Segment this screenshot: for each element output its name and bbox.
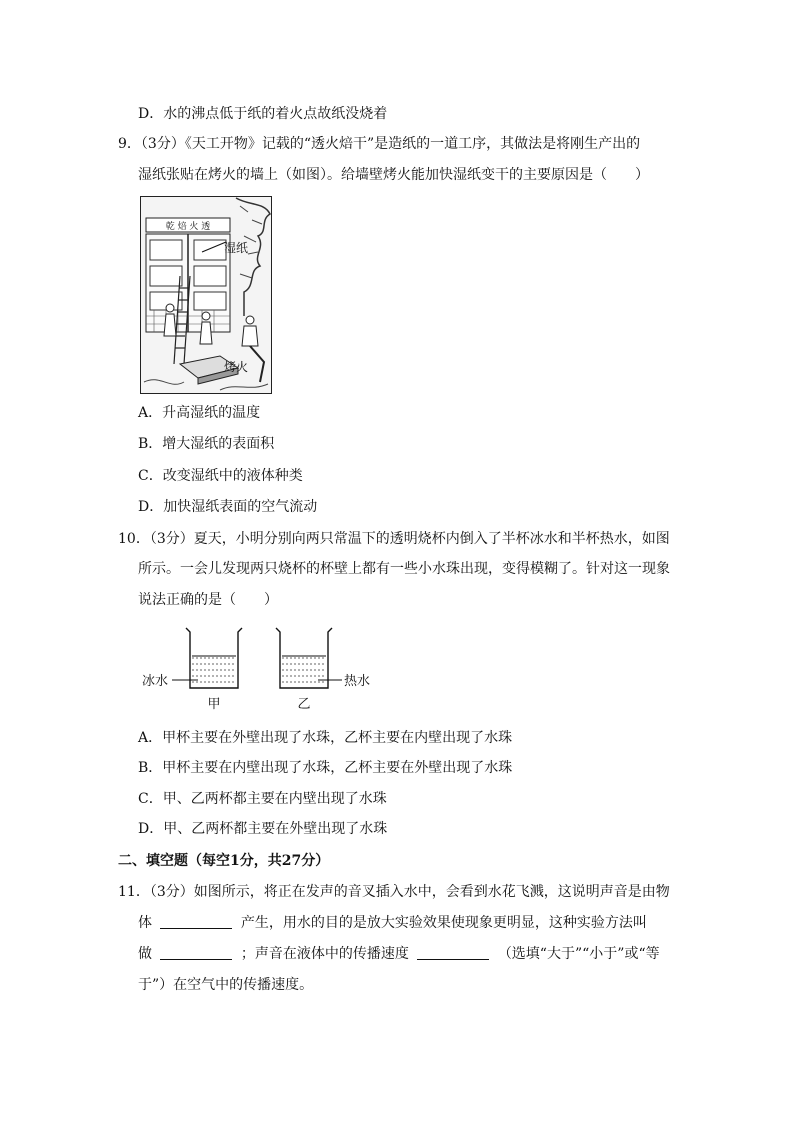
q11-blank-2[interactable] [160,945,232,960]
label-ice-water: 冰水 [142,674,169,689]
q11-stem-line4: 于”）在空气中的传播速度。 [138,977,314,993]
q11-text-b: 产生，用水的目的是放大实验效果使现象更明显，这种实验方法叫 [240,915,647,931]
q9-option-a: A．升高湿纸的温度 [138,405,261,421]
q10-stem-line3: 说法正确的是（ ） [138,592,278,608]
beakers-diagram [138,624,378,714]
q11-stem-line1: 11．（3分）如图所示，将正在发声的音叉插入水中，会看到水花飞溅，这说明声音是由物 [118,884,670,900]
q8-option-d: D．水的沸点低于纸的着火点故纸没烧着 [138,106,388,122]
q11-text-e: （选填“大于”“小于”或“等 [497,946,660,962]
label-jia: 甲 [207,697,221,712]
label-yi: 乙 [297,697,311,712]
q10-option-b: B．甲杯主要在内壁出现了水珠，乙杯主要在外壁出现了水珠 [138,760,513,776]
section-fill-in-title: 二、填空题（每空1分，共27分） [118,853,330,869]
q9-stem-line2: 湿纸张贴在烤火的墙上（如图）。给墙壁烤火能加快湿纸变干的主要原因是（ ） [138,167,649,183]
q9-option-b: B．增大湿纸的表面积 [138,436,275,452]
q9-option-d: D．加快湿纸表面的空气流动 [138,499,318,515]
q10-option-d: D．甲、乙两杯都主要在外壁出现了水珠 [138,821,388,837]
q9-stem-line1: 9．（3分）《天工开物》记载的“透火焙干”是造纸的一道工序，其做法是将刚生产出的 [118,136,641,152]
figure-title: 乾 焙 火 透 [165,222,211,232]
q11-text-c: 做 [138,946,152,962]
label-wet-paper: 湿纸 [224,241,249,255]
q10-option-c: C．甲、乙两杯都主要在内壁出现了水珠 [138,791,387,807]
q11-stem-line3 [138,944,660,964]
q10-option-a: A．甲杯主要在外壁出现了水珠，乙杯主要在内壁出现了水珠 [138,730,513,746]
q11-blank-3[interactable] [417,945,489,960]
q10-figure-beakers [138,624,378,714]
q11-text-a: 体 [138,915,152,931]
q10-stem-line2: 所示。一会儿发现两只烧杯的杯壁上都有一些小水珠出现，变得模糊了。针对这一现象 [138,561,670,577]
q9-option-c: C．改变湿纸中的液体种类 [138,468,303,484]
papermaking-illustration [140,196,272,394]
label-hot-water: 热水 [344,674,371,689]
q11-stem-line2 [138,913,647,933]
q10-stem-line1: 10．（3分）夏天，小明分别向两只常温下的透明烧杯内倒入了半杯冰水和半杯热水，如图 [118,531,670,547]
label-fire: 烤火 [224,360,249,374]
q9-figure-papermaking [140,196,272,394]
q11-text-d: ；声音在液体中的传播速度 [240,946,409,962]
q11-blank-1[interactable] [160,914,232,929]
